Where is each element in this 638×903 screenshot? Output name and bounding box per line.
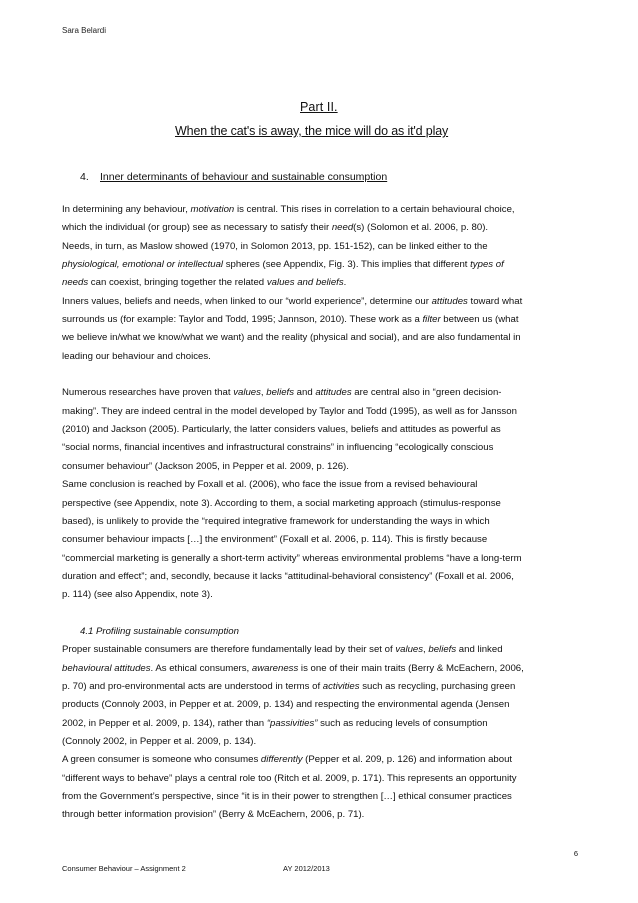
part-title: Part II. — [300, 100, 338, 114]
text-run: and — [294, 387, 316, 399]
footer-course: Consumer Behaviour – Assignment 2 — [62, 864, 186, 873]
text-run: and linked — [456, 644, 503, 656]
subsection-heading: 4.1 Profiling sustainable consumption — [80, 625, 239, 637]
paragraph-green-decision — [62, 384, 580, 604]
text-line — [62, 293, 580, 311]
text-run: Inners values, beliefs and needs, when linked to our “world experience”, determine our — [62, 295, 432, 307]
text-run: (2010) and Jackson (2005). Particularly, the latter considers values, beliefs and attitudes as powerful as — [62, 424, 501, 436]
emphasis-text: values and beliefs — [266, 277, 344, 289]
emphasis-text: needs — [62, 277, 89, 289]
emphasis-text: awareness — [251, 662, 299, 674]
header-author: Sara Belardi — [62, 26, 107, 35]
text-run: toward what — [467, 295, 523, 307]
text-run: through better information provision” (Berry & McEachern, 2006, p. 71). — [62, 809, 365, 821]
text-line — [62, 421, 580, 439]
text-line — [62, 256, 580, 274]
paragraph-profiling — [62, 641, 580, 824]
text-run: “commercial marketing is generally a short-term activity” whereas environmental problems “have a long-term — [62, 552, 522, 564]
text-run: (s) (Solomon et al. 2006, p. 80). — [353, 222, 489, 234]
text-line — [62, 531, 580, 549]
section-heading — [80, 171, 387, 183]
text-run: consumer behaviour impacts […] the environment” (Foxall et al. 2006, p. 114). This is firstly because — [62, 534, 488, 546]
text-line — [62, 311, 580, 329]
text-run: can coexist, bringing together the related — [88, 277, 267, 289]
text-run: , — [260, 387, 267, 399]
text-run: Same conclusion is reached by Foxall et al. (2006), who face the issue from a revised behavioural — [62, 479, 478, 491]
text-run: are central also in “green decision- — [351, 387, 502, 399]
text-run: spheres (see Appendix, Fig. 3). This implies that different — [223, 259, 471, 271]
text-run: (Pepper et al. 209, p. 126) and information about — [302, 754, 513, 766]
emphasis-text: need — [331, 222, 354, 234]
text-line — [62, 513, 580, 531]
section-title: Inner determinants of behaviour and sustainable consumption — [100, 171, 388, 183]
text-run: p. 114) (see also Appendix, note 3). — [62, 589, 213, 601]
text-run: between us (what — [440, 314, 519, 326]
footer-year: AY 2012/2013 — [283, 864, 330, 873]
text-line — [62, 348, 580, 366]
text-run: is central. This rises in correlation to a certain behavioural choice, — [234, 204, 515, 215]
emphasis-text: beliefs — [428, 644, 457, 656]
text-run: from the Government’s perspective, since “it is in their power to strengthen […] ethical consumer practices — [62, 791, 512, 802]
paragraph-motivation — [62, 201, 580, 366]
text-run: , — [423, 644, 429, 656]
text-line — [62, 238, 580, 256]
text-line — [62, 788, 580, 806]
text-run: perspective (see Appendix, note 3). According to them, a social marketing approach (stimulus-response — [62, 497, 501, 509]
emphasis-text: attitudes — [431, 295, 468, 307]
text-line — [62, 219, 580, 237]
text-line — [62, 715, 580, 733]
text-run: “different ways to behave” plays a central role too (Ritch et al. 2009, p. 171). This represents an opportunity — [62, 772, 517, 784]
text-line — [62, 274, 580, 292]
text-run: consumer behaviour” (Jackson 2005, in Pepper et al. 2009, p. 126). — [62, 460, 349, 472]
emphasis-text: behavioural attitudes — [62, 662, 151, 674]
text-run: such as reducing levels of consumption — [317, 717, 488, 729]
text-line — [62, 678, 580, 696]
text-line — [62, 586, 580, 604]
text-line — [62, 495, 580, 513]
text-line — [62, 403, 580, 421]
text-line — [62, 476, 580, 494]
text-line — [62, 696, 580, 714]
page-number: 6 — [573, 849, 578, 858]
text-run: Needs, in turn, as Maslow showed (1970, in Solomon 2013, pp. 151-152), can be linked either to the — [62, 240, 488, 252]
text-line — [62, 806, 580, 824]
text-run: Numerous researches have proven that — [62, 387, 234, 399]
text-run: we believe in/what we know/what we want) and the reality (physical and social), and are also fundamental in — [62, 332, 521, 344]
emphasis-text: types of — [470, 259, 504, 271]
text-run: products (Connoly 2003, in Pepper et at. 2009, p. 134) and respecting the environmental agenda (Jensen — [62, 699, 510, 711]
text-run: is one of their main traits (Berry & McEachern, 2006, — [298, 662, 524, 674]
text-run: leading our behaviour and choices. — [62, 350, 211, 362]
text-line — [62, 384, 580, 402]
text-run: which the individual (or group) see as necessary to satisfy their — [62, 222, 332, 234]
text-line — [62, 641, 580, 659]
text-run: 2002, in Pepper et al. 2009, p. 134), rather than — [62, 717, 267, 729]
text-line — [62, 660, 580, 678]
emphasis-text: physiological, emotional or intellectual — [62, 259, 224, 271]
text-run: In determining any behaviour, — [62, 204, 191, 215]
text-run: . As ethical consumers, — [150, 662, 252, 674]
part-subtitle: When the cat's is away, the mice will do as it'd play — [175, 124, 449, 138]
emphasis-text: values — [233, 387, 261, 399]
text-run: based), is unlikely to provide the “required integrative framework for understanding the ways in which — [62, 515, 490, 527]
text-line — [62, 201, 580, 219]
text-line — [62, 770, 580, 788]
emphasis-text: activities — [322, 680, 360, 692]
text-line — [62, 751, 580, 769]
text-line — [62, 568, 580, 586]
text-line — [62, 733, 580, 751]
text-line — [62, 550, 580, 568]
text-run: “social norms, financial incentives and infrastructural constrains” in influencing “ecologically conscious — [62, 442, 494, 454]
text-run: . — [343, 277, 347, 289]
emphasis-text: beliefs — [266, 387, 294, 399]
text-run: such as recycling, purchasing green — [359, 680, 516, 692]
emphasis-text: attitudes — [315, 387, 352, 399]
text-run: surrounds us (for example: Taylor and Todd, 1995; Jannson, 2010). These work as a — [62, 314, 423, 326]
emphasis-text: motivation — [190, 204, 235, 215]
text-line — [62, 329, 580, 347]
emphasis-text: values — [395, 644, 424, 656]
text-run: p. 70) and pro-environmental acts are understood in terms of — [62, 680, 323, 692]
text-run: A green consumer is someone who consumes — [62, 754, 261, 766]
text-run: making”. They are indeed central in the model developed by Taylor and Todd (1995), as well as for Jansson — [62, 405, 517, 417]
section-number: 4. — [80, 171, 89, 183]
text-run: duration and effect”; and, secondly, because it lacks “attitudinal-behavioral consistency” (Foxall et al. 2006, — [62, 570, 514, 582]
text-line — [62, 439, 580, 457]
emphasis-text: filter — [422, 314, 441, 326]
text-run: (Connoly 2002, in Pepper et al. 2009, p. 134). — [62, 735, 257, 747]
emphasis-text: “passivities” — [266, 717, 318, 729]
text-run: Proper sustainable consumers are therefore fundamentally lead by their set of — [62, 644, 396, 656]
body-text — [62, 201, 580, 825]
emphasis-text: differently — [260, 754, 303, 766]
text-line — [62, 458, 580, 476]
